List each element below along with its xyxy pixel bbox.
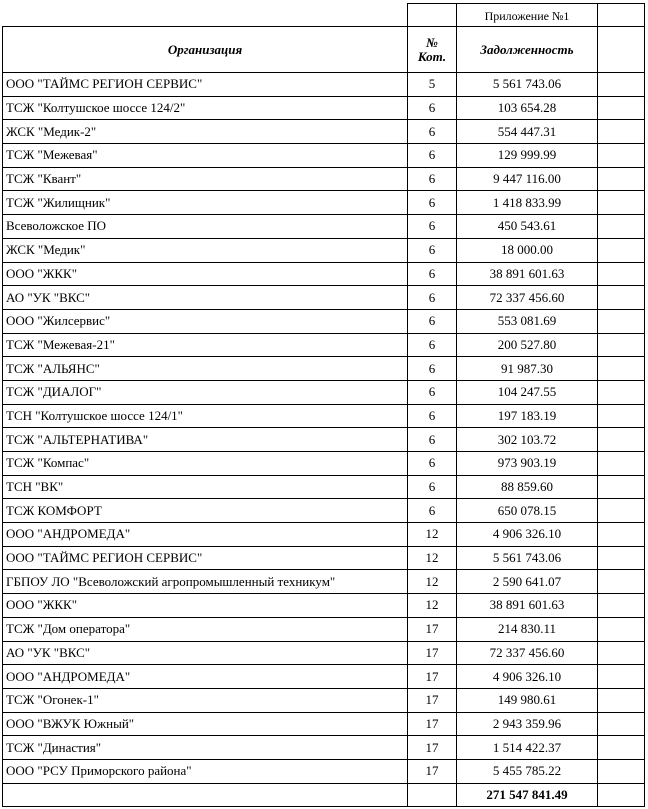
table-row <box>3 215 645 239</box>
blank-cell <box>598 594 645 618</box>
table-row <box>3 167 645 191</box>
appendix-label: Приложение №1 <box>457 4 598 27</box>
debt-cell: 554 447.31 <box>457 120 598 144</box>
blank-cell <box>598 404 645 428</box>
blank-cell <box>598 357 645 381</box>
blank-cell <box>598 523 645 547</box>
header-kot-line1: № <box>426 34 438 50</box>
debt-cell: 302 103.72 <box>457 428 598 452</box>
debt-cell: 2 590 641.07 <box>457 570 598 594</box>
blank-cell <box>598 333 645 357</box>
debt-cell: 129 999.99 <box>457 144 598 168</box>
table-row <box>3 546 645 570</box>
kot-cell: 6 <box>408 238 457 262</box>
debt-cell: 553 081.69 <box>457 309 598 333</box>
organization-cell: ООО "ЖКК" <box>3 594 408 618</box>
organization-cell: ЖСК "Медик-2" <box>3 120 408 144</box>
organization-cell: ТСЖ "Огонек-1" <box>3 688 408 712</box>
table-row <box>3 238 645 262</box>
table-row <box>3 665 645 689</box>
kot-cell: 5 <box>408 73 457 97</box>
debt-cell: 38 891 601.63 <box>457 594 598 618</box>
kot-cell: 6 <box>408 286 457 310</box>
debt-cell: 4 906 326.10 <box>457 523 598 547</box>
table-row <box>3 120 645 144</box>
blank-cell <box>598 452 645 476</box>
kot-cell: 17 <box>408 665 457 689</box>
header-kot <box>408 27 457 73</box>
table-row <box>3 523 645 547</box>
blank-cell <box>598 570 645 594</box>
blank-cell <box>598 759 645 783</box>
debt-cell: 973 903.19 <box>457 452 598 476</box>
organization-cell: ООО "ВЖУК Южный" <box>3 712 408 736</box>
debt-cell: 72 337 456.60 <box>457 641 598 665</box>
debt-cell: 5 561 743.06 <box>457 73 598 97</box>
table-row <box>3 380 645 404</box>
organization-cell: ГБПОУ ЛО "Всеволожский агропромышленный техникум" <box>3 570 408 594</box>
kot-cell: 12 <box>408 523 457 547</box>
kot-cell: 12 <box>408 546 457 570</box>
organization-cell: ООО "Жилсервис" <box>3 309 408 333</box>
blank-cell <box>408 783 457 806</box>
kot-cell: 6 <box>408 428 457 452</box>
table-row <box>3 191 645 215</box>
blank-cell <box>598 262 645 286</box>
organization-cell: ТСЖ "Колтушское шоссе 124/2" <box>3 96 408 120</box>
organization-cell: ТСЖ КОМФОРТ <box>3 499 408 523</box>
organization-cell: ООО "ЖКК" <box>3 262 408 286</box>
table-row <box>3 475 645 499</box>
kot-cell: 6 <box>408 333 457 357</box>
organization-cell: ЖСК "Медик" <box>3 238 408 262</box>
blank-cell <box>598 783 645 806</box>
table-row <box>3 428 645 452</box>
debt-cell: 5 455 785.22 <box>457 759 598 783</box>
debt-cell: 1 514 422.37 <box>457 736 598 760</box>
debt-cell: 38 891 601.63 <box>457 262 598 286</box>
blank-cell <box>598 712 645 736</box>
organization-cell: АО "УК "ВКС" <box>3 641 408 665</box>
debt-cell: 2 943 359.96 <box>457 712 598 736</box>
debt-cell: 103 654.28 <box>457 96 598 120</box>
kot-cell: 6 <box>408 475 457 499</box>
blank-cell <box>598 286 645 310</box>
kot-cell: 6 <box>408 357 457 381</box>
blank-cell <box>598 665 645 689</box>
kot-cell: 6 <box>408 404 457 428</box>
table-row <box>3 73 645 97</box>
kot-cell: 17 <box>408 617 457 641</box>
blank-cell <box>3 4 408 27</box>
debt-cell: 650 078.15 <box>457 499 598 523</box>
debt-cell: 5 561 743.06 <box>457 546 598 570</box>
organization-cell: ООО "АНДРОМЕДА" <box>3 523 408 547</box>
debt-cell: 1 418 833.99 <box>457 191 598 215</box>
header-row <box>3 27 645 73</box>
blank-cell <box>598 617 645 641</box>
table-row <box>3 333 645 357</box>
kot-cell: 17 <box>408 712 457 736</box>
kot-cell: 12 <box>408 594 457 618</box>
debt-cell: 91 987.30 <box>457 357 598 381</box>
organization-cell: ТСЖ "АЛЬЯНС" <box>3 357 408 381</box>
organization-cell: ООО "ТАЙМС РЕГИОН СЕРВИС" <box>3 546 408 570</box>
blank-cell <box>598 380 645 404</box>
organization-cell: ТСЖ "Династия" <box>3 736 408 760</box>
table-row <box>3 262 645 286</box>
blank-cell <box>598 215 645 239</box>
table-row <box>3 309 645 333</box>
appendix-row <box>3 4 645 27</box>
table-row <box>3 452 645 476</box>
blank-cell <box>598 428 645 452</box>
organization-cell: ТСН "Колтушское шоссе 124/1" <box>3 404 408 428</box>
debt-cell: 149 980.61 <box>457 688 598 712</box>
blank-cell <box>598 688 645 712</box>
table-row <box>3 594 645 618</box>
organization-cell: ТСЖ "АЛЬТЕРНАТИВА" <box>3 428 408 452</box>
blank-cell <box>598 120 645 144</box>
organization-cell: ТСЖ "Межевая" <box>3 144 408 168</box>
organization-cell: ТСЖ "Дом оператора" <box>3 617 408 641</box>
debt-cell: 214 830.11 <box>457 617 598 641</box>
debt-cell: 72 337 456.60 <box>457 286 598 310</box>
organization-cell: ТСЖ "Межевая-21" <box>3 333 408 357</box>
kot-cell: 17 <box>408 759 457 783</box>
header-kot-line2: Кот. <box>417 48 447 64</box>
organization-cell: ТСН "ВК" <box>3 475 408 499</box>
organization-cell: АО "УК "ВКС" <box>3 286 408 310</box>
kot-cell: 6 <box>408 380 457 404</box>
organization-cell: ООО "АНДРОМЕДА" <box>3 665 408 689</box>
debt-cell: 9 447 116.00 <box>457 167 598 191</box>
blank-cell <box>598 546 645 570</box>
kot-cell: 6 <box>408 120 457 144</box>
table-row <box>3 641 645 665</box>
header-debt: Задолженность <box>457 27 598 73</box>
organization-cell: ООО "ТАЙМС РЕГИОН СЕРВИС" <box>3 73 408 97</box>
organization-cell: ТСЖ "Квант" <box>3 167 408 191</box>
table-row <box>3 736 645 760</box>
total-value: 271 547 841.49 <box>457 783 598 806</box>
table-row <box>3 96 645 120</box>
organization-cell: Всеволожское ПО <box>3 215 408 239</box>
table-row <box>3 286 645 310</box>
header-organization: Организация <box>3 27 408 73</box>
blank-cell <box>3 783 408 806</box>
table-row <box>3 499 645 523</box>
table-row <box>3 617 645 641</box>
debt-cell: 18 000.00 <box>457 238 598 262</box>
blank-cell <box>598 167 645 191</box>
blank-cell <box>598 475 645 499</box>
blank-cell <box>598 4 645 27</box>
table-row <box>3 759 645 783</box>
kot-cell: 6 <box>408 452 457 476</box>
kot-cell: 6 <box>408 309 457 333</box>
kot-cell: 6 <box>408 262 457 286</box>
debt-cell: 4 906 326.10 <box>457 665 598 689</box>
total-row <box>3 783 645 806</box>
blank-cell <box>598 96 645 120</box>
kot-cell: 17 <box>408 641 457 665</box>
kot-cell: 6 <box>408 144 457 168</box>
kot-cell: 6 <box>408 191 457 215</box>
kot-cell: 6 <box>408 96 457 120</box>
organization-cell: ТСЖ "ДИАЛОГ" <box>3 380 408 404</box>
kot-cell: 17 <box>408 736 457 760</box>
kot-cell: 6 <box>408 499 457 523</box>
blank-cell <box>408 4 457 27</box>
kot-cell: 12 <box>408 570 457 594</box>
debt-cell: 197 183.19 <box>457 404 598 428</box>
blank-cell <box>598 641 645 665</box>
organization-cell: ТСЖ "Компас" <box>3 452 408 476</box>
blank-cell <box>598 499 645 523</box>
blank-cell <box>598 27 645 73</box>
blank-cell <box>598 238 645 262</box>
table-row <box>3 688 645 712</box>
kot-cell: 6 <box>408 167 457 191</box>
table-row <box>3 570 645 594</box>
blank-cell <box>598 144 645 168</box>
kot-cell: 17 <box>408 688 457 712</box>
blank-cell <box>598 191 645 215</box>
blank-cell <box>598 73 645 97</box>
table-row <box>3 144 645 168</box>
table-row <box>3 712 645 736</box>
organization-cell: ООО "РСУ Приморского района" <box>3 759 408 783</box>
table-row <box>3 404 645 428</box>
debt-cell: 88 859.60 <box>457 475 598 499</box>
blank-cell <box>598 309 645 333</box>
organization-cell: ТСЖ "Жилищник" <box>3 191 408 215</box>
debt-cell: 200 527.80 <box>457 333 598 357</box>
debt-cell: 104 247.55 <box>457 380 598 404</box>
debt-table <box>2 3 645 807</box>
blank-cell <box>598 736 645 760</box>
debt-cell: 450 543.61 <box>457 215 598 239</box>
table-row <box>3 357 645 381</box>
kot-cell: 6 <box>408 215 457 239</box>
